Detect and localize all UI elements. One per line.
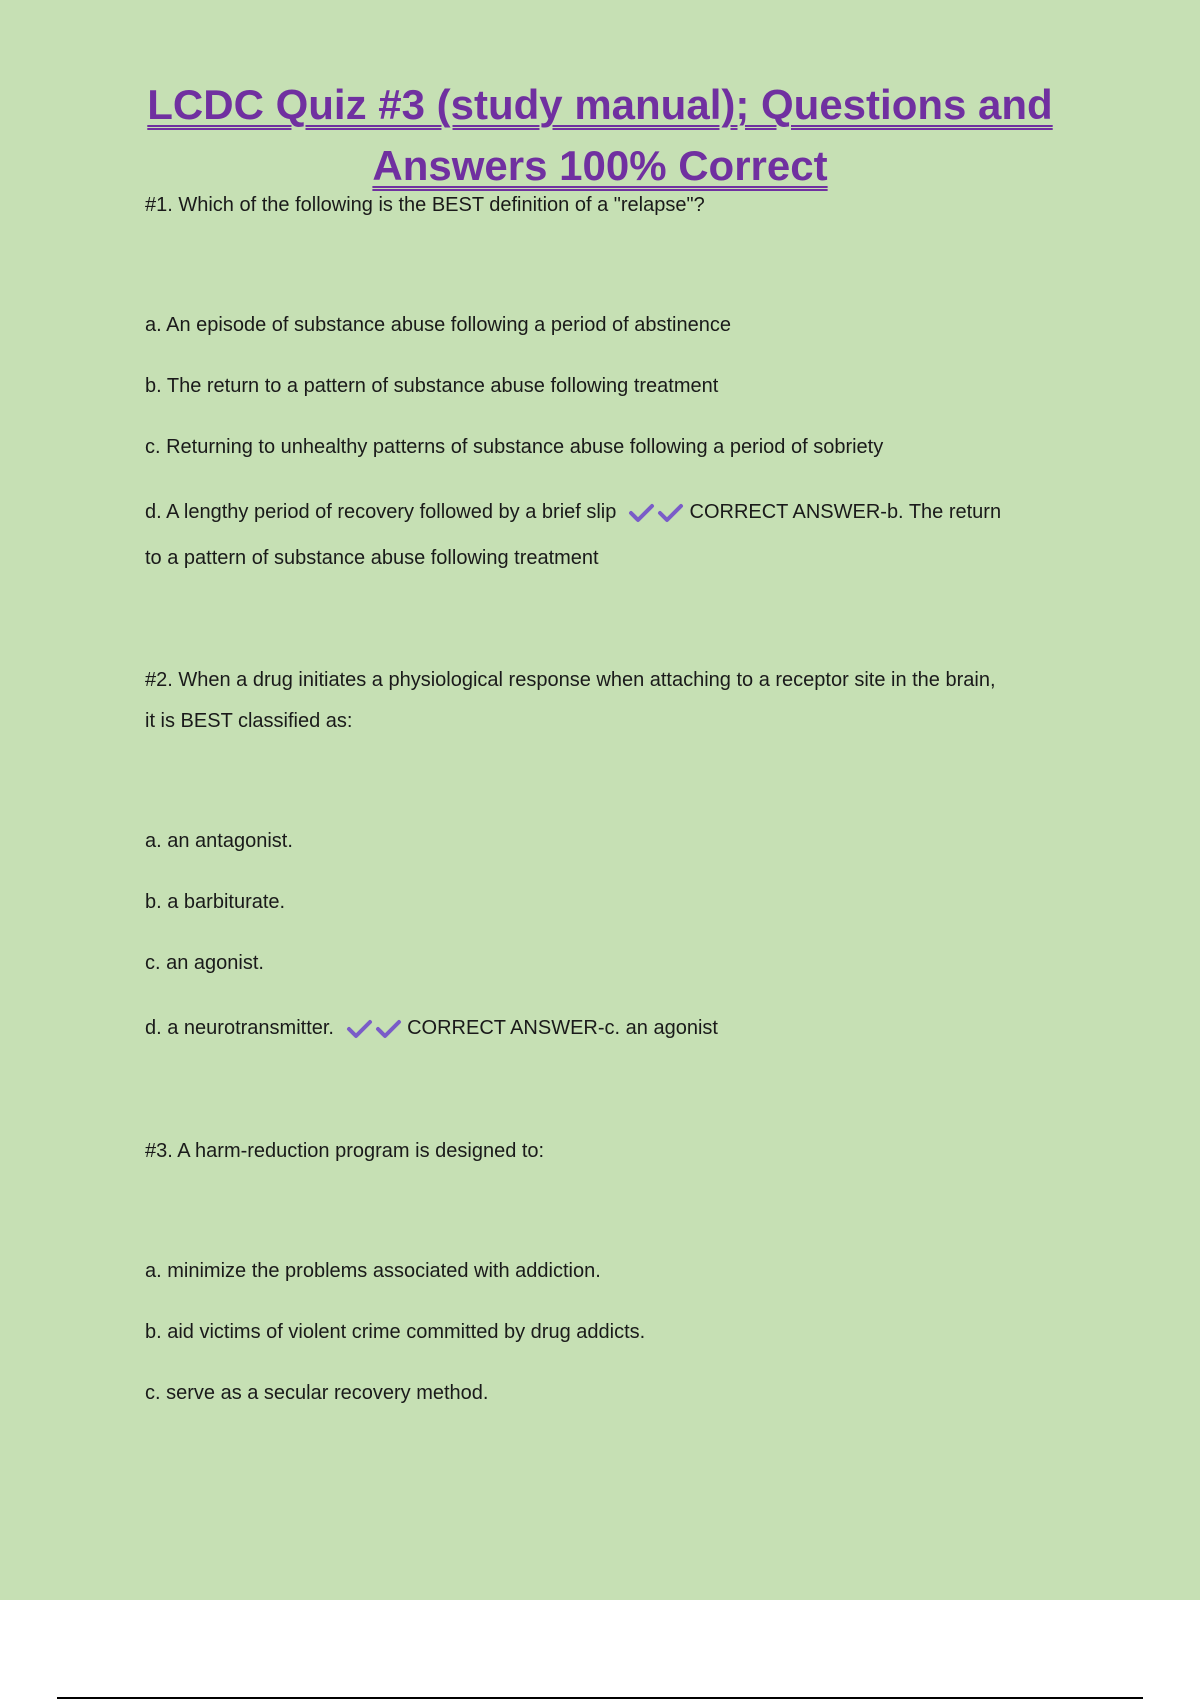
question-3-option-a: a. minimize the problems associated with addiction. — [145, 1260, 601, 1282]
check-icon — [628, 503, 684, 523]
question-1-correct-answer: CORRECT ANSWER-b. The return — [689, 501, 1002, 523]
question-2-option-d-row — [145, 1007, 1095, 1049]
question-2-option-c: c. an agonist. — [145, 952, 264, 974]
question-1-option-b: b. The return to a pattern of substance abuse following treatment — [145, 375, 719, 397]
question-2-option-b: b. a barbiturate. — [145, 891, 286, 913]
footer-divider — [57, 1697, 1143, 1699]
question-1-option-a: a. An episode of substance abuse following a period of abstinence — [145, 314, 731, 336]
question-1-option-d-row — [145, 491, 1095, 533]
check-icon — [346, 1019, 402, 1039]
document-title — [0, 74, 1200, 196]
question-2-text-line-1: #2. When a drug initiates a physiological response when attaching to a receptor site in the brain, — [145, 669, 996, 691]
question-3-text: #3. A harm-reduction program is designed to: — [145, 1140, 545, 1162]
question-2-option-d: d. a neurotransmitter. — [145, 1017, 334, 1039]
question-1-text: #1. Which of the following is the BEST definition of a "relapse"? — [145, 194, 705, 216]
question-3-option-b: b. aid victims of violent crime committed by drug addicts. — [145, 1321, 646, 1343]
title-line-2: Answers 100% Correct — [372, 142, 828, 189]
question-2-correct-answer: CORRECT ANSWER-c. an agonist — [407, 1017, 718, 1039]
question-1-correct-answer-cont: to a pattern of substance abuse following treatment — [145, 547, 599, 569]
question-3-option-c: c. serve as a secular recovery method. — [145, 1382, 489, 1404]
title-line-1: LCDC Quiz #3 (study manual); Questions and — [147, 81, 1053, 128]
question-2-text-line-2: it is BEST classified as: — [145, 710, 353, 732]
question-1-option-d: d. A lengthy period of recovery followed by a brief slip — [145, 501, 617, 523]
question-2-option-a: a. an antagonist. — [145, 830, 293, 852]
question-1-option-c: c. Returning to unhealthy patterns of substance abuse following a period of sobriety — [145, 436, 884, 458]
